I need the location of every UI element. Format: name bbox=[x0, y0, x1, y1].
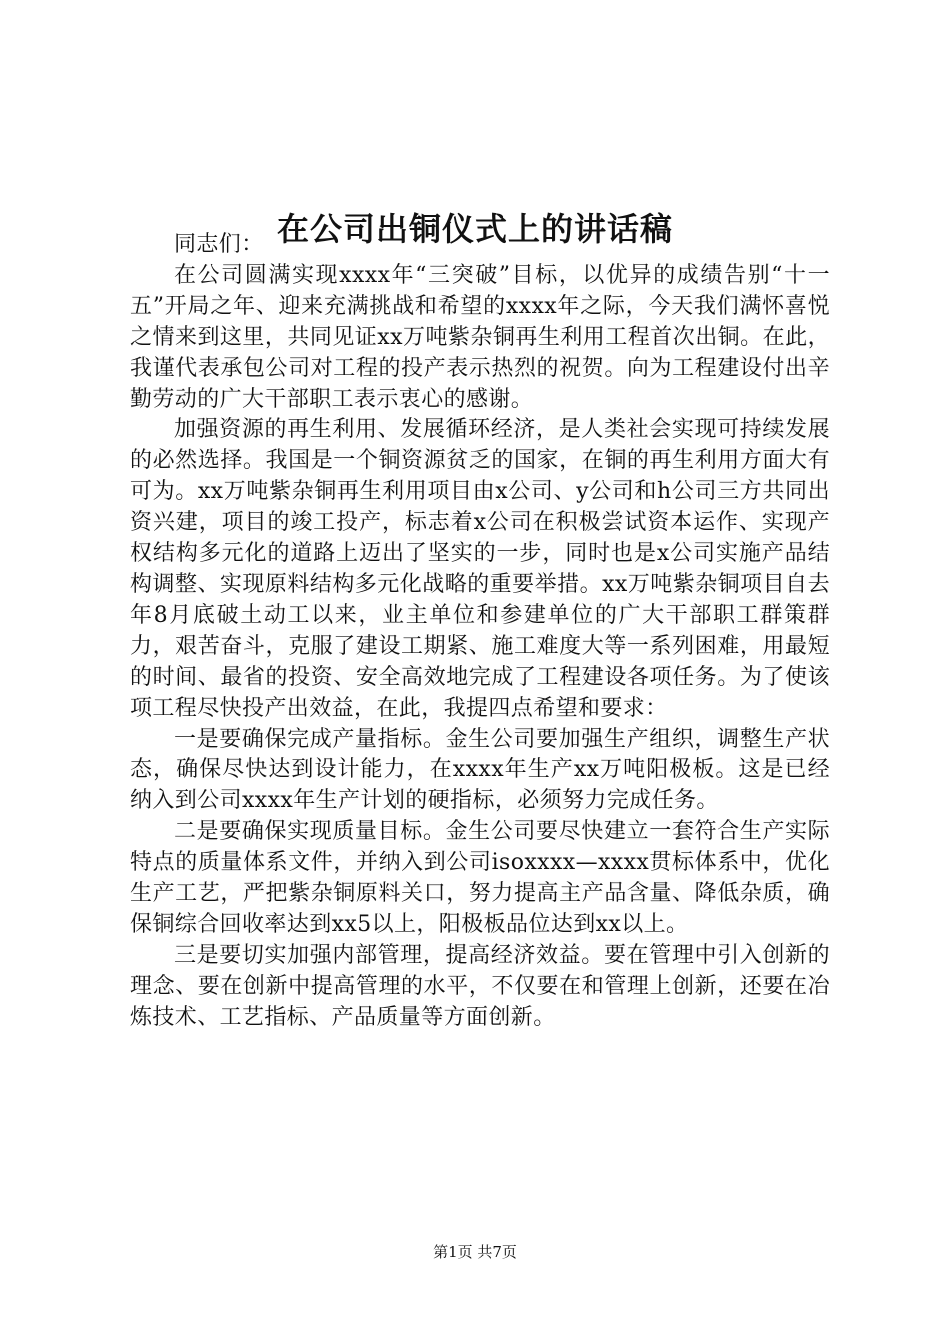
paragraph-2: 加强资源的再生利用、发展循环经济，是人类社会实现可持续发展的必然选择。我国是一个铜资源贫乏的国家，在铜的再生利用方面大有可为。xx万吨紫杂铜再生利用项目由x公司、y公司和h公司三方共同出资兴建，项目的竣工投产，标志着x公司在积极尝试资本运作、实现产权结构多元化的道路上迈出了坚实的一步，同时也是x公司实施产品结构调整、实现原料结构多元化战略的重要举措。xx万吨紫杂铜项目自去年8月底破土动工以来，业主单位和参建单位的广大干部职工群策群力，艰苦奋斗，克服了建设工期紧、施工难度大等一系列困难，用最短的时间、最省的投资、安全高效地完成了工程建设各项任务。为了使该项工程尽快投产出效益，在此，我提四点希望和要求： bbox=[130, 417, 830, 721]
document-body bbox=[130, 230, 830, 1034]
document-title: 在公司出铜仪式上的讲话稿 bbox=[276, 210, 673, 249]
paragraph-4: 二是要确保实现质量目标。金生公司要尽快建立一套符合生产实际特点的质量体系文件，并纳入到公司isoxxxx—xxxx贯标体系中，优化生产工艺，严把紫杂铜原料关口，努力提高主产品含量、降低杂质，确保铜综合回收率达到xx5以上，阳极板品位达到xx以上。 bbox=[130, 819, 830, 937]
paragraph-5: 三是要切实加强内部管理，提高经济效益。要在管理中引入创新的理念、要在创新中提高管理的水平，不仅要在和管理上创新，还要在冶炼技术、工艺指标、产品质量等方面创新。 bbox=[130, 942, 830, 1030]
paragraph-1: 在公司圆满实现xxxx年“三突破”目标，以优异的成绩告别“十一五”开局之年、迎来充满挑战和希望的xxxx年之际，今天我们满怀喜悦之情来到这里，共同见证xx万吨紫杂铜再生利用工程首次出铜。在此，我谨代表承包公司对工程的投产表示热烈的祝贺。向为工程建设付出辛勤劳动的广大干部职工表示衷心的感谢。 bbox=[130, 262, 830, 412]
page-number-footer: 第1页 共7页 bbox=[433, 1243, 517, 1261]
salutation: 同志们： bbox=[174, 232, 264, 257]
paragraph-3: 一是要确保完成产量指标。金生公司要加强生产组织，调整生产状态，确保尽快达到设计能力，在xxxx年生产xx万吨阳极板。这是已经纳入到公司xxxx年生产计划的硬指标，必须努力完成任务。 bbox=[130, 726, 830, 814]
